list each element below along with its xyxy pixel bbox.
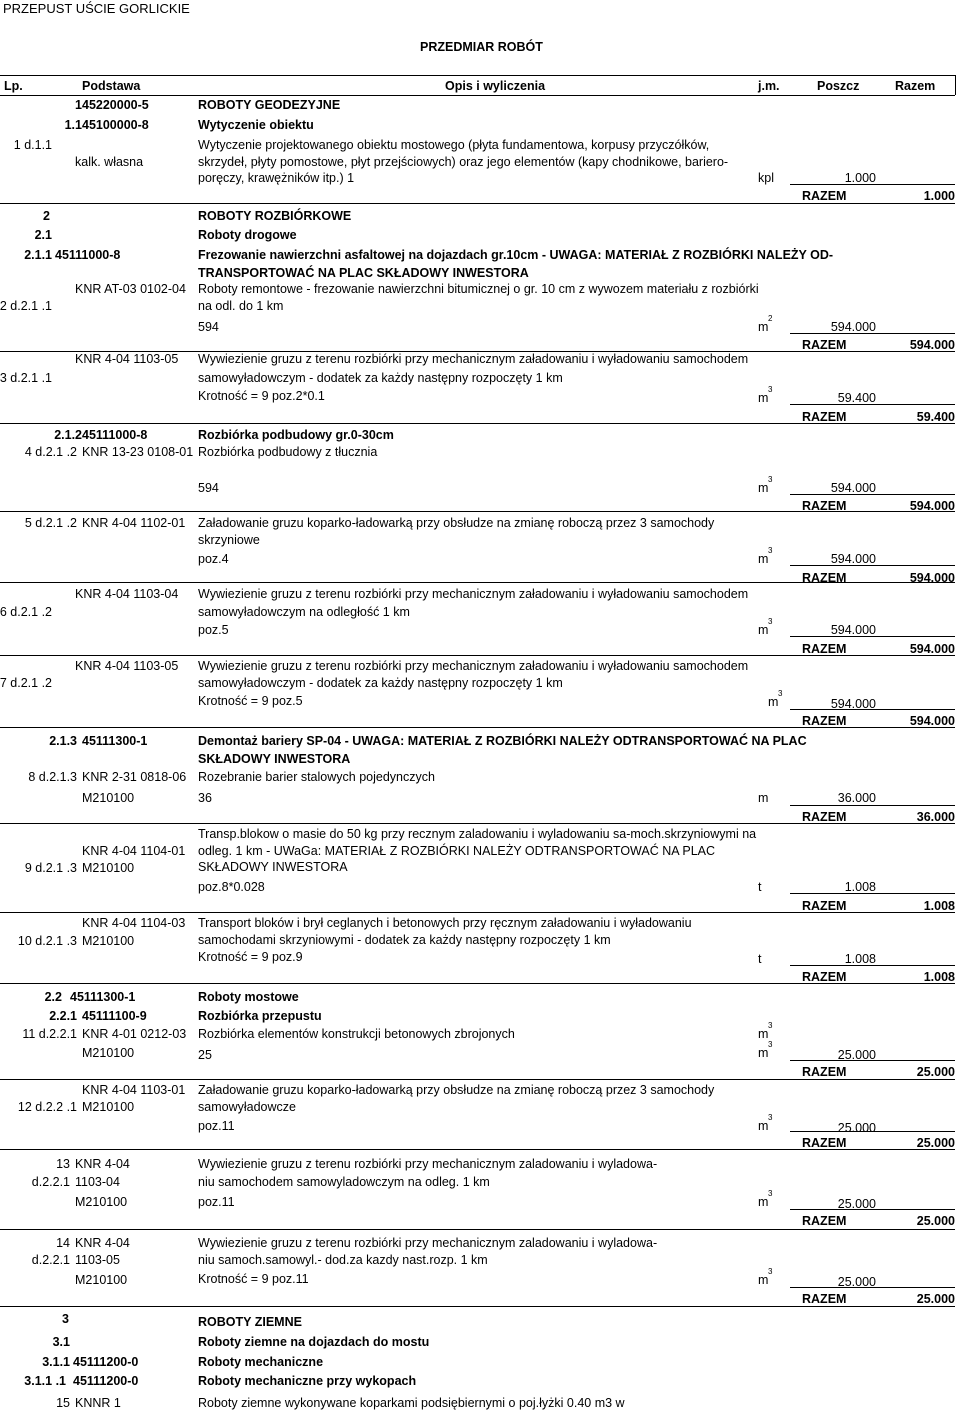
- p12-basis: KNR 4-04 1103-01: [82, 1083, 186, 1097]
- p12-d1: Załadowanie gruzu koparko-ładowarką przy obsłudze na zmianę roboczą przez 3 samochody: [198, 1083, 715, 1097]
- row-separator: [0, 727, 955, 728]
- row-separator: [0, 823, 955, 824]
- s311-code: 45111200-0: [73, 1355, 139, 1369]
- s213-d2: SKŁADOWY INWESTORA: [198, 752, 351, 766]
- p5-d2: skrzyniowe: [198, 533, 260, 547]
- s213-code: 45111300-1: [82, 734, 148, 748]
- p11-razem: RAZEM: [802, 1065, 847, 1079]
- p11-basis: KNR 4-01 0212-03: [82, 1027, 187, 1041]
- p6-d2: samowyładowczym na odległość 1 km: [198, 605, 410, 619]
- p10-calc: Krotność = 9 poz.9: [198, 950, 303, 964]
- p12-val: 25.000: [837, 1121, 876, 1135]
- p13-lp2: d.2.2.1: [31, 1175, 70, 1189]
- p4-razem: RAZEM: [802, 499, 847, 513]
- s212-desc: Rozbiórka podbudowy gr.0-30cm: [198, 428, 394, 442]
- s3-lp: 3: [62, 1312, 69, 1326]
- p1-razem: RAZEM: [802, 189, 847, 203]
- p11-d1: Rozbiórka elementów konstrukcji betonowych zbrojonych: [198, 1027, 515, 1041]
- p5-jm: m: [758, 552, 769, 566]
- p13-razem-val: 25.000: [916, 1214, 955, 1228]
- p5-lp: 5 d.2.1 .2: [24, 516, 77, 530]
- document-title: PRZEPUST UŚCIE GORLICKIE: [3, 1, 190, 16]
- p11-calc: 25: [198, 1048, 212, 1062]
- s211-code: 45111000-8: [55, 248, 121, 262]
- p1-val: 1.000: [844, 171, 876, 185]
- p7-razem-val: 594.000: [909, 714, 955, 728]
- p3-razem: RAZEM: [802, 410, 847, 424]
- p11-jm0: m: [758, 1027, 769, 1041]
- s21-desc: Roboty drogowe: [198, 228, 297, 242]
- p14-d1: Wywiezienie gruzu z terenu rozbiórki przy mechanicznym zaladowaniu i wyladowa-: [198, 1236, 658, 1250]
- p2-d1: Roboty remontowe - frezowanie nawierzchni bitumicznej o gr. 10 cm z wywozem materiału z rozbiórki: [198, 282, 759, 296]
- razem-rule: [790, 404, 955, 405]
- p14-lp: 14: [56, 1236, 70, 1250]
- p9-val: 1.008: [844, 880, 876, 894]
- p9-lp: 9 d.2.1 .3: [24, 861, 77, 875]
- p8-jm: m: [758, 791, 769, 805]
- p8-razem-val: 36.000: [916, 810, 955, 824]
- row-separator: [0, 351, 955, 352]
- p1-d2: skrzydeł, płyty pomostowe, płyt przejściowych) oraz jego elementów (kapy chodnikowe, bariero-: [198, 155, 729, 169]
- p12-basis2: M210100: [82, 1100, 135, 1114]
- p13-jm-sup: 3: [768, 1189, 773, 1198]
- s1-code: 45220000-5: [82, 98, 149, 112]
- p5-d1: Załadowanie gruzu koparko-ładowarką przy obsłudze na zmianę roboczą przez 3 samochody: [198, 516, 715, 530]
- p3-d2: samowyładowczym - dodatek za każdy następny rozpoczęty 1 km: [198, 371, 563, 385]
- col-header-opis: Opis i wyliczenia: [445, 79, 546, 93]
- s311-lp: 3.1.1: [42, 1355, 70, 1369]
- s212-lp: 2.1.2: [54, 428, 82, 442]
- p1-d1: Wytyczenie projektowanego obiektu mostowego (płyta fundamentowa, korpusy przyczółków,: [198, 138, 710, 152]
- p6-razem-val: 594.000: [909, 642, 955, 656]
- s3111-lp: 3.1.1 .1: [24, 1374, 66, 1388]
- p14-jm: m: [758, 1273, 769, 1287]
- p9-jm: t: [758, 880, 762, 894]
- p13-basis2: M210100: [75, 1195, 128, 1209]
- p8-basis: KNR 2-31 0818-06: [82, 770, 187, 784]
- p13-basis: KNR 4-04: [75, 1157, 130, 1171]
- s213-d1: Demontaż bariery SP-04 - UWAGA: MATERIAŁ Z ROZBIÓRKI NALEŻY ODTRANSPORTOWAĆ NA PLAC: [198, 734, 807, 748]
- header-bottom-rule: [0, 95, 955, 96]
- p7-jm: m: [768, 695, 779, 709]
- p6-razem: RAZEM: [802, 642, 847, 656]
- col-header-poszcz: Poszcz: [817, 79, 860, 93]
- p14-val: 25.000: [837, 1275, 876, 1289]
- p5-jm-sup: 3: [768, 546, 773, 555]
- s3111-code: 45111200-0: [73, 1374, 139, 1388]
- p4-d1: Rozbiórka podbudowy z tłucznia: [198, 445, 378, 459]
- p10-razem: RAZEM: [802, 970, 847, 984]
- p8-calc: 36: [198, 791, 212, 805]
- razem-rule: [790, 709, 955, 710]
- razem-rule: [790, 1131, 955, 1132]
- p11-jm: m: [758, 1046, 769, 1060]
- row-separator: [0, 655, 955, 656]
- s1-desc: ROBOTY GEODEZYJNE: [198, 98, 341, 112]
- p2-d2: na odl. do 1 km: [198, 299, 284, 313]
- s22-desc: Roboty mostowe: [198, 990, 299, 1004]
- p4-lp: 4 d.2.1 .2: [24, 445, 77, 459]
- p8-basis2: M210100: [82, 791, 135, 805]
- razem-rule: [790, 565, 955, 566]
- p5-razem-val: 594.000: [909, 571, 955, 585]
- s31-desc: Roboty ziemne na dojazdach do mostu: [198, 1335, 430, 1349]
- p7-d2: samowyładowczym - dodatek za każdy następny rozpoczęty 1 km: [198, 676, 563, 690]
- p3-basis: KNR 4-04 1103-05: [75, 352, 179, 366]
- s1-lp: 1: [75, 98, 82, 112]
- row-separator: [0, 203, 955, 204]
- p4-jm: m: [758, 481, 769, 495]
- p14-calc: Krotność = 9 poz.11: [198, 1272, 309, 1286]
- s2-lp: 2: [43, 209, 50, 223]
- p14-razem: RAZEM: [802, 1292, 847, 1306]
- p14-razem-val: 25.000: [916, 1292, 955, 1306]
- s211-d1: Frezowanie nawierzchni asfaltowej na dojazdach gr.10cm - UWAGA: MATERIAŁ Z ROZBIÓRKI NALEŻY OD-: [198, 248, 834, 262]
- p8-lp: 8 d.2.1.3: [28, 770, 77, 784]
- p5-val: 594.000: [830, 552, 876, 566]
- p2-val: 594.000: [830, 320, 876, 334]
- p1-basis: kalk. własna: [75, 155, 144, 169]
- p13-razem: RAZEM: [802, 1214, 847, 1228]
- p9-d1: Transp.blokow o masie do 50 kg przy recznym zaladowaniu i wyladowaniu sa-moch.skrzyniowymi na: [198, 827, 757, 841]
- p8-d1: Rozebranie barier stalowych pojedynczych: [198, 770, 435, 784]
- s212-code: 45111000-8: [82, 428, 148, 442]
- p13-d2: niu samochodem samowyladowczym na odleg. 1 km: [198, 1175, 490, 1189]
- p13-jm: m: [758, 1195, 769, 1209]
- p11-razem-val: 25.000: [916, 1065, 955, 1079]
- p9-d2: odleg. 1 km - UWaGa: MATERIAŁ Z ROZBIÓRKI NALEŻY ODTRANSPORTOWAĆ NA PLAC: [198, 844, 716, 858]
- row-separator: [0, 582, 955, 583]
- p6-jm: m: [758, 623, 769, 637]
- p10-d2: samochodami skrzyniowymi - dodatek za każdy następny rozpoczęty 1 km: [198, 933, 611, 947]
- p11-basis2: M210100: [82, 1046, 135, 1060]
- p1-jm: kpl: [758, 171, 774, 185]
- p6-val: 594.000: [830, 623, 876, 637]
- document-subtitle: PRZEDMIAR ROBÓT: [420, 40, 543, 54]
- p13-calc: poz.11: [198, 1195, 235, 1209]
- row-separator: [0, 1229, 955, 1230]
- p7-jm-sup: 3: [778, 689, 783, 698]
- s221-code: 45111100-9: [82, 1009, 147, 1023]
- s311-desc: Roboty mechaniczne: [198, 1355, 324, 1369]
- p10-jm: t: [758, 952, 762, 966]
- p3-val: 59.400: [837, 391, 876, 405]
- p8-razem: RAZEM: [802, 810, 847, 824]
- s211-d2: TRANSPORTOWAĆ NA PLAC SKŁADOWY INWESTORA: [198, 266, 529, 280]
- razem-rule: [790, 184, 955, 185]
- s211-lp: 2.1.1: [24, 248, 52, 262]
- p6-calc: poz.5: [198, 623, 229, 637]
- p2-jm-sup: 2: [768, 314, 773, 323]
- p6-basis: KNR 4-04 1103-04: [75, 587, 179, 601]
- s11-code: 45100000-8: [82, 118, 149, 132]
- razem-rule: [790, 1209, 955, 1210]
- p10-basis2: M210100: [82, 934, 135, 948]
- col-header-podstawa: Podstawa: [82, 79, 141, 93]
- p13-lp: 13: [56, 1157, 70, 1171]
- row-separator: [0, 1149, 955, 1150]
- p5-calc: poz.4: [198, 552, 229, 566]
- p9-basis2: M210100: [82, 861, 135, 875]
- p4-calc: 594: [198, 481, 219, 495]
- p7-val: 594.000: [830, 697, 876, 711]
- p12-calc: poz.11: [198, 1119, 235, 1133]
- p13-d1: Wywiezienie gruzu z terenu rozbiórki przy mechanicznym zaladowaniu i wyladowa-: [198, 1157, 658, 1171]
- p14-jm-sup: 3: [768, 1267, 773, 1276]
- p14-d2: niu samoch.samowyl.- dod.za kazdy nast.rozp. 1 km: [198, 1253, 488, 1267]
- p12-jm: m: [758, 1119, 769, 1133]
- p3-calc: Krotność = 9 poz.2*0.1: [198, 389, 325, 403]
- row-separator: [0, 1079, 955, 1080]
- razem-rule: [790, 333, 955, 334]
- p12-razem: RAZEM: [802, 1136, 847, 1150]
- row-separator: [0, 511, 955, 512]
- row-separator: [0, 912, 955, 913]
- p10-val: 1.008: [844, 952, 876, 966]
- s213-lp: 2.1.3: [49, 734, 77, 748]
- p9-calc: poz.8*0.028: [198, 880, 265, 894]
- p1-razem-val: 1.000: [923, 189, 955, 203]
- p12-razem-val: 25.000: [916, 1136, 955, 1150]
- p1-d3: poręczy, krawężników itp.) 1: [198, 171, 355, 185]
- s22-lp: 2.2: [44, 990, 62, 1004]
- p3-jm: m: [758, 391, 769, 405]
- p9-razem-val: 1.008: [923, 899, 955, 913]
- p7-basis: KNR 4-04 1103-05: [75, 659, 179, 673]
- razem-rule: [790, 636, 955, 637]
- p11-jm0-sup: 3: [768, 1021, 773, 1030]
- p9-d3: SKŁADOWY INWESTORA: [198, 860, 348, 874]
- p13-basis1b: 1103-04: [75, 1175, 120, 1189]
- s221-lp: 2.2.1: [49, 1009, 77, 1023]
- p15-lp: 15: [56, 1396, 70, 1410]
- p6-lp: 6 d.2.1 .2: [0, 605, 52, 619]
- header-divider: [955, 75, 956, 95]
- row-separator: [0, 983, 955, 984]
- s21-lp: 2.1: [34, 228, 52, 242]
- p3-razem-val: 59.400: [916, 410, 955, 424]
- row-separator: [0, 1306, 955, 1307]
- s221-desc: Rozbiórka przepustu: [198, 1009, 322, 1023]
- s22-code: 45111300-1: [70, 990, 136, 1004]
- razem-rule: [790, 893, 955, 894]
- p7-d1: Wywiezienie gruzu z terenu rozbiórki przy mechanicznym załadowaniu i wyładowaniu samochodem: [198, 659, 749, 673]
- s31-lp: 3.1: [52, 1335, 70, 1349]
- razem-rule: [790, 1287, 955, 1288]
- p5-basis: KNR 4-04 1102-01: [82, 516, 186, 530]
- p2-jm: m: [758, 320, 769, 334]
- p12-d2: samowyładowcze: [198, 1100, 296, 1114]
- p3-lp: 3 d.2.1 .1: [0, 371, 52, 385]
- p10-lp: 10 d.2.1 .3: [17, 934, 77, 948]
- s2-desc: ROBOTY ROZBIÓRKOWE: [198, 209, 352, 223]
- p2-razem-val: 594.000: [909, 338, 955, 352]
- p10-basis: KNR 4-04 1104-03: [82, 916, 186, 930]
- s11-desc: Wytyczenie obiektu: [198, 118, 314, 132]
- p3-d1: Wywiezienie gruzu z terenu rozbiórki przy mechanicznym załadowaniu i wyładowaniu samochodem: [198, 352, 749, 366]
- p9-razem: RAZEM: [802, 899, 847, 913]
- p2-basis: KNR AT-03 0102-04: [75, 282, 186, 296]
- p1-lp: 1 d.1.1: [13, 138, 52, 152]
- p14-basis2: M210100: [75, 1273, 128, 1287]
- p6-d1: Wywiezienie gruzu z terenu rozbiórki przy mechanicznym załadowaniu i wyładowaniu samochodem: [198, 587, 749, 601]
- p4-razem-val: 594.000: [909, 499, 955, 513]
- p8-val: 36.000: [837, 791, 876, 805]
- p7-calc: Krotność = 9 poz.5: [198, 694, 303, 708]
- p4-val: 594.000: [830, 481, 876, 495]
- s3111-desc: Roboty mechaniczne przy wykopach: [198, 1374, 417, 1388]
- razem-rule: [790, 805, 955, 806]
- row-separator: [0, 423, 955, 424]
- p2-lp: 2 d.2.1 .1: [0, 299, 52, 313]
- s11-lp: 1.1: [64, 118, 82, 132]
- s3-desc: ROBOTY ZIEMNE: [198, 1315, 302, 1329]
- col-header-razem: Razem: [895, 79, 936, 93]
- p7-razem: RAZEM: [802, 714, 847, 728]
- p12-lp: 12 d.2.2 .1: [17, 1100, 77, 1114]
- p6-jm-sup: 3: [768, 617, 773, 626]
- p11-lp: 11 d.2.2.1: [22, 1027, 77, 1041]
- header-top-rule: [0, 75, 955, 76]
- p3-jm-sup: 3: [768, 385, 773, 394]
- p14-basis1b: 1103-05: [75, 1253, 120, 1267]
- p15-basis: KNNR 1: [75, 1396, 121, 1410]
- p4-basis: KNR 13-23 0108-01: [82, 445, 194, 459]
- p10-d1: Transport bloków i brył ceglanych i betonowych przy ręcznym załadowaniu i wyładowaniu: [198, 916, 692, 930]
- razem-rule: [790, 965, 955, 966]
- p14-basis: KNR 4-04: [75, 1236, 130, 1250]
- p11-jm-sup: 3: [768, 1040, 773, 1049]
- p13-val: 25.000: [837, 1197, 876, 1211]
- p14-lp2: d.2.2.1: [31, 1253, 70, 1267]
- p9-basis: KNR 4-04 1104-01: [82, 844, 186, 858]
- p4-jm-sup: 3: [768, 475, 773, 484]
- p10-razem-val: 1.008: [923, 970, 955, 984]
- col-header-lp: Lp.: [4, 79, 23, 93]
- p2-razem: RAZEM: [802, 338, 847, 352]
- razem-rule: [790, 494, 955, 495]
- p2-calc: 594: [198, 320, 219, 334]
- p12-jm-sup: 3: [768, 1113, 773, 1122]
- p11-val: 25.000: [837, 1048, 876, 1062]
- p5-razem: RAZEM: [802, 571, 847, 585]
- col-header-jm: j.m.: [758, 79, 780, 93]
- razem-rule: [790, 1060, 955, 1061]
- p7-lp: 7 d.2.1 .2: [0, 676, 52, 690]
- p15-d1: Roboty ziemne wykonywane koparkami podsiębiernymi o poj.łyżki 0.40 m3 w: [198, 1396, 625, 1410]
